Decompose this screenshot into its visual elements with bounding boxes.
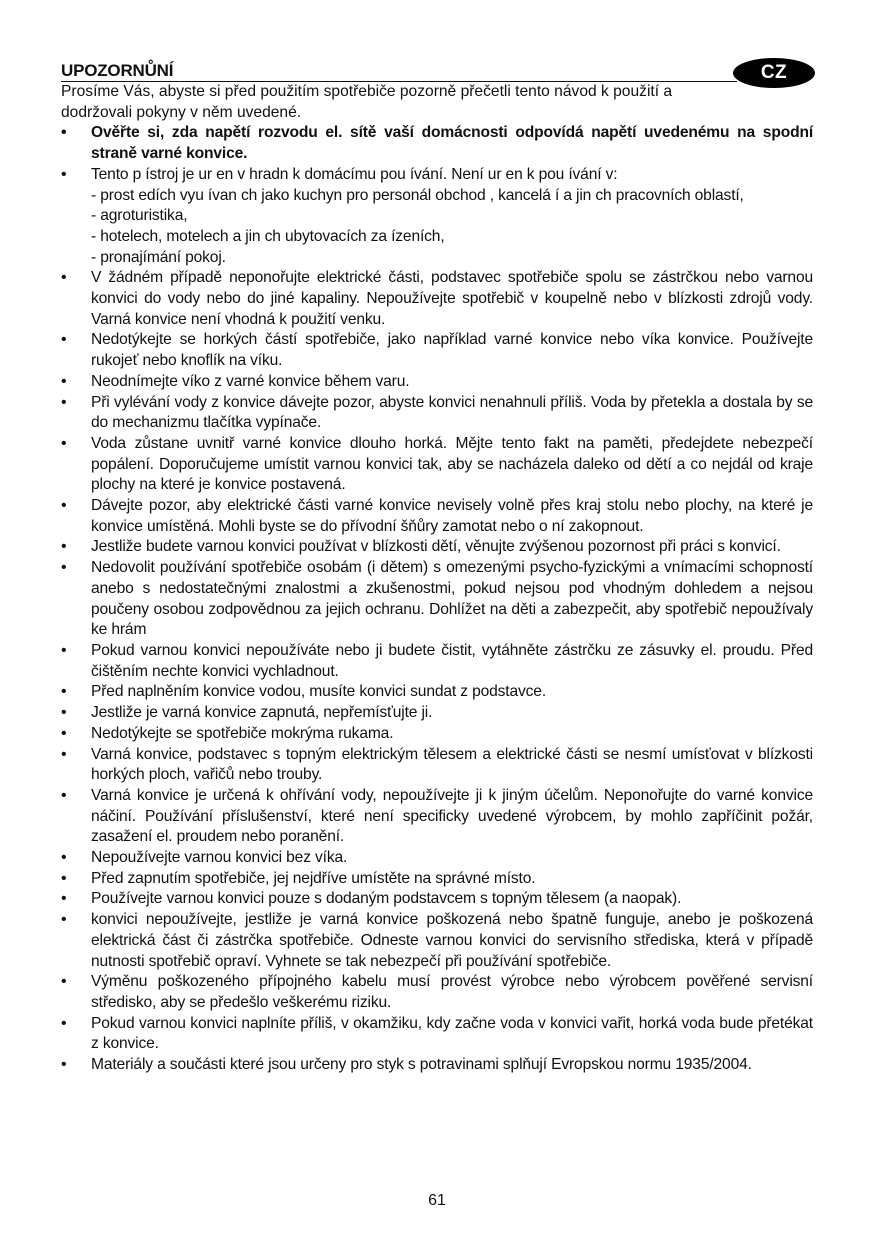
list-item-text: Používejte varnou konvici pouze s dodaným podstavcem s topným tělesem (a naopak).	[91, 890, 682, 908]
list-item-text: Tento p ístroj je ur en v hradn k domácímu pou ívání. Není ur en k pou ívání v:	[91, 165, 618, 183]
list-item	[61, 558, 813, 641]
list-item	[61, 682, 813, 703]
list-item-text: Výměnu poškozeného přípojného kabelu musí provést výrobce nebo výrobcem pověřené servisní středisko, aby se předešlo veškerému riziku.	[91, 973, 813, 1011]
list-item	[61, 972, 813, 1013]
list-item-text: Jestliže budete varnou konvici používat v blízkosti dětí, věnujte zvýšenou pozornost při práci s konvicí.	[91, 538, 781, 556]
header	[61, 60, 813, 82]
document-page	[61, 60, 813, 1076]
list-item-text: Ověřte si, zda napětí rozvodu el. sítě vaší domácnosti odpovídá napětí uvedenému na spodní straně varné konvice.	[91, 124, 813, 163]
sub-list-item: - pronajímání pokoj.	[91, 248, 226, 266]
list-item	[61, 123, 813, 164]
list-item-text: konvici nepoužívejte, jestliže je varná konvice poškozená nebo špatně funguje, anebo je poškozená elektrická část či zástrčka spotřebiče. Odneste varnou konvici do servisního střediska, která v případě nutnosti spotřebič opraví. Vyhnete se tak nebezpečí při používání spotřebiče.	[91, 911, 813, 970]
list-item	[61, 434, 813, 496]
sub-list-item: - agroturistika,	[91, 207, 188, 225]
list-item	[61, 1055, 813, 1076]
sub-list	[91, 186, 813, 269]
sub-list-item: - prost edích vyu ívan ch jako kuchyn pro personál obchod , kancelá í a jin ch pracovních oblastí,	[91, 186, 744, 204]
list-item-text: Nedovolit používání spotřebiče osobám (i dětem) s omezenými psycho-fyzickými a vnímacími schopností anebo s nedostatečnými znalostmi a zkušenostmi, pokud nejsou pod vhodným dohledem a nejsou poučeny osobou zodpovědnou za jejich ochranu. Dohlížet na děti a zabezpečit, aby spotřebič nepoužívaly ke hrám	[91, 559, 813, 639]
list-item-text: Při vylévání vody z konvice dávejte pozor, abyste konvici nenahnuli příliš. Voda by přetekla a dostala by se do mechanizmu tlačítka vypínače.	[91, 393, 813, 432]
list-item	[61, 330, 813, 371]
list-item-text: Materiály a součásti které jsou určeny pro styk s potravinami splňují Evropskou normu 1935/2004.	[91, 1056, 752, 1074]
list-item-text: Dávejte pozor, aby elektrické části varné konvice nevisely volně přes kraj stolu nebo plochy, na které je konvice umístěná. Mohli byste se do přívodní šňůry zamotat nebo o ní zakopnout.	[91, 497, 813, 535]
list-item-text: Neodnímejte víko z varné konvice během varu.	[91, 372, 410, 390]
list-item	[61, 393, 813, 434]
list-item	[61, 496, 813, 537]
list-item-text: Pokud varnou konvici naplníte příliš, v okamžiku, kdy začne voda v konvici vařit, horká voda bude přetékat z konvice.	[91, 1014, 813, 1053]
list-item	[61, 910, 813, 972]
list-item	[61, 703, 813, 724]
list-item-text: Nepoužívejte varnou konvici bez víka.	[91, 849, 348, 867]
list-item-text: Jestliže je varná konvice zapnutá, nepřemísťujte ji.	[91, 704, 433, 722]
list-item	[61, 724, 813, 745]
list-item-text: Nedotýkejte se horkých částí spotřebiče, jako například varné konvice nebo víka konvice. Používejte rukojeť nebo knoflík na víku.	[91, 331, 813, 370]
list-item	[61, 848, 813, 869]
page-title: UPOZORNŮNÍ	[61, 61, 174, 80]
list-item-text: Nedotýkejte se spotřebiče mokrýma rukama.	[91, 724, 394, 742]
list-item-text: V žádném případě neponořujte elektrické části, podstavec spotřebiče spolu se zástrčkou nebo varnou konvici do vody nebo do jiné kapaliny. Nepoužívejte spotřebič v koupelně nebo v blízkosti zdrojů vody. Varná konvice není vhodná k použití venku.	[91, 269, 813, 328]
list-item	[61, 372, 813, 393]
list-item	[61, 165, 813, 269]
list-item-text: Varná konvice je určená k ohřívání vody, nepoužívejte ji k jiným účelům. Neponořujte do varné konvice náčiní. Používání příslušenství, které není specificky uvedené výrobcem, by mohlo zapříčinit požár, zasažení el. proudem nebo poranění.	[91, 786, 813, 846]
list-item-text: Před naplněním konvice vodou, musíte konvici sundat z podstavce.	[91, 683, 547, 701]
warning-list	[61, 123, 813, 1075]
language-badge: CZ	[733, 58, 815, 88]
intro-paragraph: Prosíme Vás, abyste si před použitím spotřebiče pozorně přečetli tento návod k použití a dodržovali pokyny v něm uvedené.	[61, 83, 673, 121]
list-item	[61, 869, 813, 890]
list-item	[61, 1014, 813, 1055]
list-item	[61, 537, 813, 558]
list-item	[61, 889, 813, 910]
list-item	[61, 786, 813, 848]
title-underline	[61, 81, 737, 82]
list-item-text: Varná konvice, podstavec s topným elektrickým tělesem a elektrické části se nesmí umísťovat v blízkosti horkých ploch, vařičů nebo trouby.	[91, 745, 813, 784]
sub-list-item: - hotelech, motelech a jin ch ubytovacích za ízeních,	[91, 227, 445, 245]
list-item	[61, 745, 813, 786]
list-item	[61, 641, 813, 682]
list-item-text: Voda zůstane uvnitř varné konvice dlouho horká. Mějte tento fakt na paměti, předejdete nebezpečí popálení. Doporučujeme umístit varnou konvici tak, aby se nacházela daleko od dětí a co nejdál od kraje plochy na které je konvice postavená.	[91, 434, 813, 494]
list-item-text: Před zapnutím spotřebiče, jej nejdříve umístěte na správné místo.	[91, 869, 536, 887]
page-number: 61	[428, 1192, 446, 1209]
list-item	[61, 268, 813, 330]
list-item-text: Pokud varnou konvici nepoužíváte nebo ji budete čistit, vytáhněte zástrčku ze zásuvky el. proudu. Před čištěním nechte konvici vychladnout.	[91, 641, 813, 680]
